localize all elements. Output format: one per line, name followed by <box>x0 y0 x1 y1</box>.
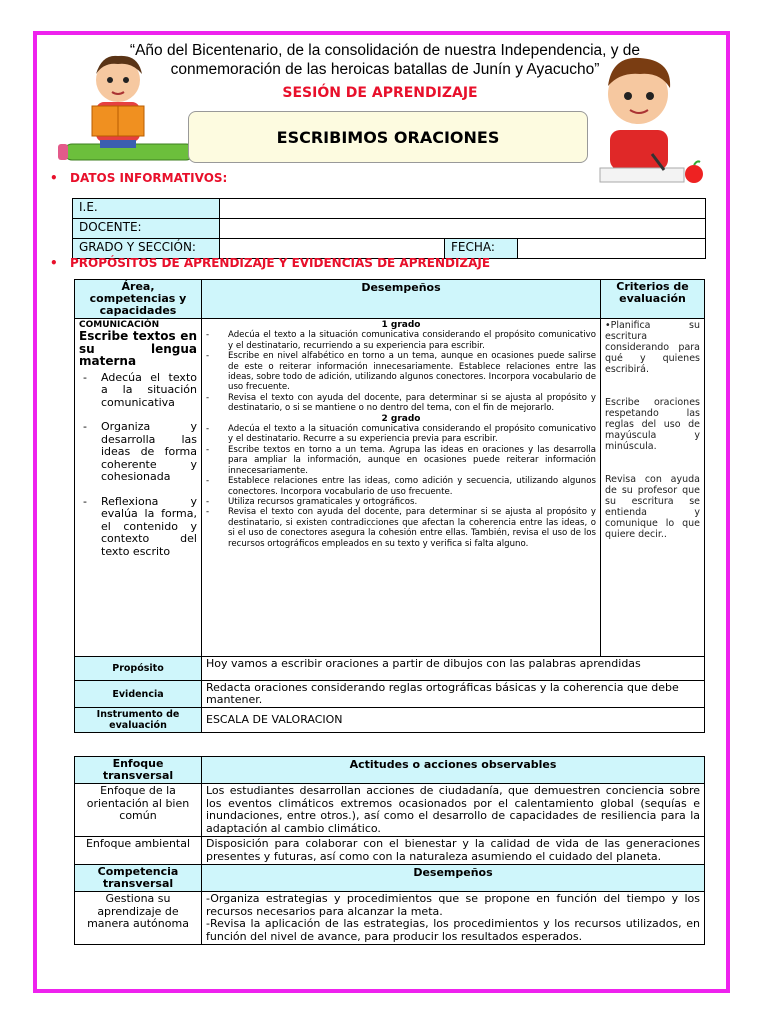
propositos-table <box>74 279 705 733</box>
desempeno-item: - Revisa el texto con ayuda del docente, para determinar si se ajusta al propósito y destinatario, si existen contradicciones que afectan la coherencia entre las ideas, o si el uso de conectores asegura la cohesión entre ellas. También, revisa el uso de los recursos ortográficos empleados en su texto y verifica si falta alguno. <box>206 507 596 549</box>
grade1-title: 1 grado <box>381 320 421 330</box>
criterios-list <box>605 320 700 540</box>
motto-line-2: conmemoración de las heroicas batallas de Junín y Ayacucho” <box>170 61 600 78</box>
proposito-value: Hoy vamos a escribir oraciones a partir de dibujos con las palabras aprendidas <box>202 657 705 681</box>
propositos-heading: • PROPÓSITOS DE APRENDIZAJE Y EVIDENCIAS DE APRENDIZAJE <box>50 256 491 270</box>
col-enfoque: Enfoque transversal <box>75 757 202 784</box>
criterio-item: •Planifica su escritura considerando para qué y quienes escribirá. <box>605 320 700 375</box>
col-criterios: Criterios de evaluación <box>601 280 705 319</box>
capacidades-list <box>79 372 197 559</box>
datos-heading: • DATOS INFORMATIVOS: <box>50 171 228 185</box>
desempeno-item: - Escribe textos en torno a un tema. Agrupa las ideas en oraciones y las desarrolla para ampliar la información, aunque en ocasiones puede reiterar información innecesariamente. <box>206 444 596 476</box>
capacidad-item: - Organiza y desarrolla las ideas de forma coherente y cohesionada <box>101 421 197 484</box>
evidencia-value: Redacta oraciones considerando reglas ortográficas básicas y la coherencia que debe mantener. <box>202 681 705 708</box>
desempeno-item: - Revisa el texto con ayuda del docente, para determinar si se ajusta al propósito y destinatario, o si se mantiene o no dentro del tema, con el fin de mejorarlo. <box>206 392 596 414</box>
desempeno-item: - Establece relaciones entre las ideas, como adición y secuencia, utilizando algunos conectores. Incorpora vocabulario de uso frecuente. <box>206 476 596 497</box>
competencia-transversal-name: Gestiona su aprendizaje de manera autónoma <box>75 892 202 945</box>
col-desempenos: Desempeños <box>202 280 601 319</box>
motto-line-1: “Año del Bicentenario, de la consolidación de nuestra Independencia, y de <box>129 42 641 59</box>
col-competencia: Competencia transversal <box>75 865 202 892</box>
criterio-item: Escribe oraciones respetando las reglas del uso de mayúscula y minúscula. <box>605 397 700 452</box>
col-desempenos-2: Desempeños <box>202 865 705 892</box>
desempeno-item: - Adecúa el texto a la situación comunicativa considerando el propósito comunicativo y el destinatario, recurriendo a su experiencia para escribir. <box>206 330 596 351</box>
competencia-item: -Organiza estrategias y procedimientos que se propone en función del tiempo y los recursos necesarios para alcanzar la meta. <box>206 892 700 918</box>
competencia-name: Escribe textos en su lengua materna <box>79 329 197 368</box>
grade2-list <box>206 424 596 549</box>
enfoque-name: Enfoque ambiental <box>75 837 202 865</box>
competencia-item: -Revisa la aplicación de las estrategias, los procedimientos y los recursos utilizados, en función del nivel de avance, para producir los resultados esperados. <box>206 917 700 943</box>
area-cell <box>75 319 202 657</box>
desempenos-cell <box>202 319 601 657</box>
col-actitudes: Actitudes o acciones observables <box>202 757 705 784</box>
ie-label: I.E. <box>73 199 220 219</box>
col-area: Área, competencias y capacidades <box>75 280 202 319</box>
fecha-label: FECHA: <box>445 239 518 259</box>
page-title: ESCRIBIMOS ORACIONES <box>188 111 588 163</box>
capacidad-item: - Reflexiona y evalúa la forma, el contenido y contexto del texto escrito <box>101 496 197 559</box>
criterios-cell <box>601 319 705 657</box>
fecha-field[interactable] <box>518 239 706 259</box>
enfoque-name: Enfoque de la orientación al bien común <box>75 784 202 837</box>
datos-table <box>72 198 706 259</box>
proposito-label: Propósito <box>75 657 202 681</box>
grade2-title: 2 grado <box>381 413 421 424</box>
instrumento-value: ESCALA DE VALORACION <box>202 708 705 733</box>
desempeno-item: - Adecúa el texto a la situación comunicativa considerando el propósito comunicativo y el destinatario. Recurre a su experiencia previa para escribir. <box>206 424 596 445</box>
enfoque-text: Los estudiantes desarrollan acciones de ciudadanía, que demuestren conciencia sobre los eventos climáticos extremos ocasionados por el calentamiento global (sequías e inundaciones, entre otros.), así como el desarrollo de capacidades de resiliencia para la adaptación al cambio climático. <box>202 784 705 837</box>
docente-label: DOCENTE: <box>73 219 220 239</box>
desempeno-item: - Utiliza recursos gramaticales y ortográficos. <box>206 496 418 507</box>
enfoques-table <box>74 756 705 945</box>
evidencia-label: Evidencia <box>75 681 202 708</box>
instrumento-label: Instrumento de evaluación <box>75 708 202 733</box>
enfoque-text: Disposición para colaborar con el bienestar y la calidad de vida de las generaciones presentes y futuras, así como con la naturaleza asumiendo el cuidado del planeta. <box>202 837 705 865</box>
competencia-transversal-desempenos <box>202 892 705 945</box>
grade1-list <box>206 330 596 413</box>
session-label: SESIÓN DE APRENDIZAJE <box>282 85 478 101</box>
area-name: COMUNICACIÓN <box>79 320 160 330</box>
docente-field[interactable] <box>220 219 706 239</box>
ie-field[interactable] <box>220 199 706 219</box>
grado-label: GRADO Y SECCIÓN: <box>73 239 220 259</box>
desempeno-item: - Escribe en nivel alfabético en torno a un tema, aunque en ocasiones puede salirse de este o reiterar información innecesariamente. Establece relaciones entre las ideas, sobre todo de adición, utilizando algunos conectores. Incorpora vocabulario de uso frecuente. <box>206 351 596 393</box>
capacidad-item: - Adecúa el texto a la situación comunicativa <box>101 372 197 410</box>
criterio-item: Revisa con ayuda de su profesor que su escritura se entienda y comunique lo que quiere decir.. <box>605 474 700 540</box>
